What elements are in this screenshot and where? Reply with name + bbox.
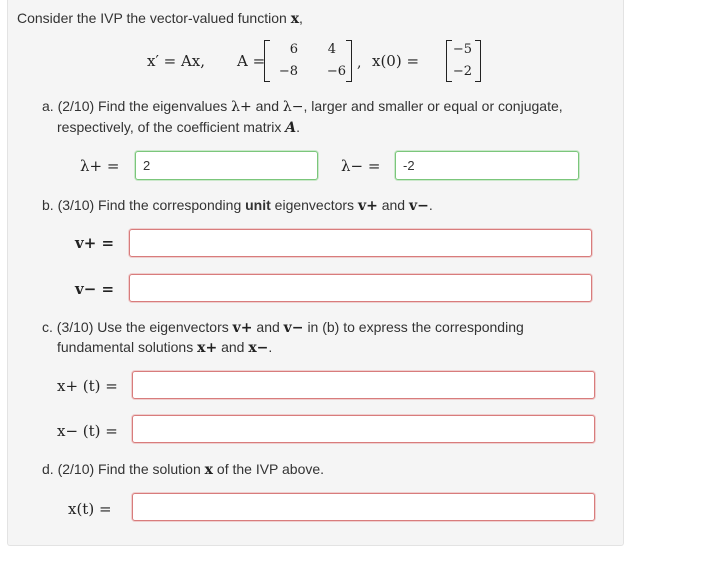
matrix-cell-21: −8 — [278, 64, 298, 79]
x-solution-input[interactable] — [132, 493, 595, 521]
part-b-prompt — [42, 197, 433, 214]
matrix-cell-12: 4 — [327, 42, 336, 57]
part-c-text-2: in (b) to express the corresponding — [307, 319, 524, 335]
part-a-lambda-plus: λ+ — [231, 99, 252, 115]
lambda-plus-label: λ+ = — [80, 157, 120, 175]
part-d-prompt — [42, 461, 324, 478]
part-b-v-plus: v+ — [357, 198, 378, 214]
matrix-a-label: A = — [237, 52, 266, 70]
part-c-and: and — [256, 319, 280, 335]
part-a-text-2: , larger and smaller or equal or conjugate, — [303, 98, 563, 114]
ic-right-bracket — [475, 40, 481, 82]
part-a-period: . — [296, 119, 301, 135]
v-plus-input[interactable] — [129, 229, 592, 257]
matrix-cell-11: 6 — [289, 42, 298, 57]
lambda-minus-input[interactable] — [395, 151, 579, 180]
part-b-and: and — [381, 197, 406, 213]
intro-comma: , — [299, 10, 303, 26]
matrix-left-bracket — [264, 40, 270, 82]
part-c-text-1: c. (3/10) Use the eigenvectors — [42, 319, 229, 335]
part-b-v-minus: v− — [408, 198, 429, 214]
part-c-and2: and — [221, 339, 245, 355]
ic-cell-2: −2 — [452, 64, 472, 79]
part-a-text-1: a. (2/10) Find the eigenvalues — [42, 98, 228, 114]
part-a-matrix-name: A — [285, 120, 297, 136]
initial-condition-label: x(0) = — [372, 52, 420, 70]
part-b-text-1: b. (3/10) Find the corresponding — [42, 197, 242, 213]
part-a-and: and — [255, 98, 279, 114]
matrix-right-bracket — [346, 40, 352, 82]
x-plus-input[interactable] — [132, 371, 595, 399]
v-minus-label: v− = — [75, 280, 115, 298]
intro-line — [17, 10, 303, 27]
part-c-period: . — [268, 339, 273, 355]
part-b-text-2: eigenvectors — [274, 197, 355, 213]
part-c-prompt-line2 — [57, 339, 272, 356]
intro-var: x — [290, 11, 300, 27]
x-solution-label: x(t) = — [68, 500, 112, 518]
part-a-prompt-line2 — [57, 119, 300, 136]
part-d-var: x — [204, 462, 214, 478]
x-minus-label: x− (t) = — [57, 422, 118, 440]
x-minus-input[interactable] — [132, 415, 595, 443]
part-c-text-3: fundamental solutions — [57, 339, 194, 355]
part-a-text-3: respectively, of the coefficient matrix — [57, 119, 282, 135]
v-plus-label: v+ = — [75, 234, 115, 252]
part-d-text-1: d. (2/10) Find the solution — [42, 461, 201, 477]
part-a-lambda-minus: λ− — [282, 99, 304, 115]
part-b-period: . — [428, 197, 433, 213]
ode-equation: x′ = Ax, — [147, 52, 206, 70]
part-a-prompt — [42, 98, 563, 115]
part-c-prompt — [42, 319, 524, 336]
x-plus-label: x+ (t) = — [57, 377, 118, 395]
lambda-plus-input[interactable] — [135, 151, 318, 180]
part-c-x-plus: x+ — [197, 340, 218, 356]
part-c-v-minus: v− — [283, 320, 304, 336]
ic-cell-1: −5 — [452, 42, 472, 57]
equation-separator: , — [357, 55, 362, 71]
part-c-v-plus: v+ — [232, 320, 253, 336]
part-d-text-2: of the IVP above. — [216, 461, 325, 477]
part-b-unit: unit — [245, 197, 271, 213]
lambda-minus-label: λ− = — [341, 157, 381, 175]
v-minus-input[interactable] — [129, 274, 592, 302]
matrix-cell-22: −6 — [326, 64, 346, 79]
intro-text: Consider the IVP the vector-valued function — [17, 10, 287, 26]
part-c-x-minus: x− — [248, 340, 269, 356]
